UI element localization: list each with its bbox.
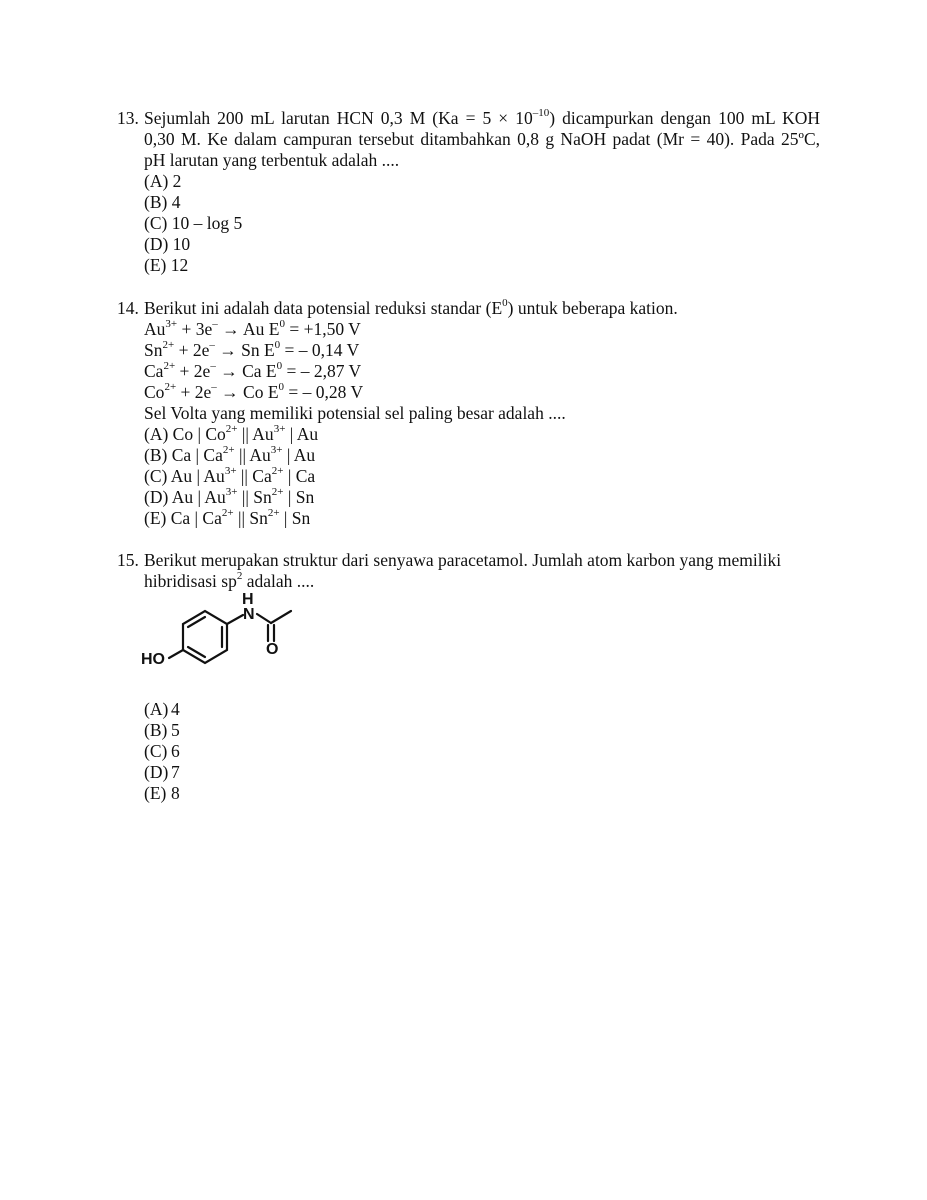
charge: –: [210, 360, 216, 373]
option-letter: (A): [144, 699, 169, 719]
exponent: 0: [502, 297, 508, 310]
charge: 2+: [163, 360, 176, 373]
answer-option: [144, 487, 820, 508]
ion: Au: [144, 319, 166, 339]
reaction-line: [144, 382, 820, 403]
question-number: 14.: [117, 298, 139, 318]
text-segment: | Sn: [283, 487, 315, 507]
text-segment: || Sn: [233, 508, 268, 528]
text-segment: (D) Au | Au: [144, 487, 226, 507]
answer-option: (B) 4: [144, 192, 181, 212]
answer-option: (A) 2: [144, 171, 182, 191]
text-segment: | Au: [282, 445, 316, 465]
spacer: [144, 686, 820, 699]
question-text-line: [144, 298, 820, 319]
question-text-line: [144, 108, 820, 129]
charge: 3+: [270, 444, 283, 457]
text-segment: (A) Co | Co: [144, 424, 226, 444]
ion: Co: [144, 382, 165, 402]
charge: 3+: [224, 465, 237, 478]
atom-h: H: [242, 591, 254, 608]
question-number: 13.: [117, 108, 139, 128]
charge: 2+: [271, 465, 284, 478]
reaction-line: [144, 361, 820, 382]
exponent: 0: [279, 318, 285, 331]
option-value: 7: [171, 762, 180, 782]
reaction-line: [144, 319, 820, 340]
text-segment: + 3e: [177, 319, 213, 339]
charge: 2+: [225, 423, 238, 436]
answer-option: (D) 10: [144, 234, 191, 254]
text-segment: (C) Au | Au: [144, 466, 225, 486]
answer-option: [144, 424, 820, 445]
option-letter: (E): [144, 783, 167, 803]
structure-bonds: [139, 596, 319, 686]
option-value: 5: [171, 720, 180, 740]
charge: 3+: [273, 423, 286, 436]
option-letter: (B): [144, 720, 168, 740]
question-text-line: pH larutan yang terbentuk adalah ....: [144, 150, 400, 170]
text-segment: | Sn: [279, 508, 311, 528]
text-segment: Berikut ini adalah data potensial reduksi standar (E: [144, 298, 503, 318]
text-segment: → Au E: [217, 319, 280, 339]
text-segment: ) dicampurkan dengan 100 mL KOH: [549, 108, 820, 128]
text-segment: || Au: [237, 424, 274, 444]
question-text-line: Sel Volta yang memiliki potensial sel paling besar adalah ....: [144, 403, 566, 423]
option-letter: (C): [144, 741, 168, 761]
question-text-line: 0,30 M. Ke dalam campuran tersebut ditambahkan 0,8 g NaOH padat (Mr = 40). Pada 25ºC,: [144, 129, 820, 149]
text-segment: → Ca E: [215, 361, 277, 381]
answer-option: [144, 783, 820, 804]
reaction-line: [144, 340, 820, 361]
charge: –: [211, 381, 217, 394]
atom-o: O: [266, 641, 279, 658]
question-text-line: Berikut merupakan struktur dari senyawa paracetamol. Jumlah atom karbon yang memiliki: [144, 550, 782, 570]
ion: Ca: [144, 361, 164, 381]
text-segment: (B) Ca | Ca: [144, 445, 223, 465]
text-segment: (E) Ca | Ca: [144, 508, 222, 528]
potential-value: = +1,50 V: [285, 319, 361, 339]
exponent: 2: [236, 570, 243, 583]
answer-option: [144, 466, 820, 487]
text-segment: → Co E: [216, 382, 279, 402]
answer-option: (E) 12: [144, 255, 189, 275]
option-letter: (D): [144, 762, 169, 782]
exponent: 0: [278, 381, 285, 394]
text-segment: + 2e: [175, 361, 211, 381]
text-segment: Sejumlah 200 mL larutan HCN 0,3 M (Ka = 5 × 10: [144, 108, 533, 128]
text-segment: → Sn E: [214, 340, 275, 360]
atom-ho: HO: [141, 651, 165, 668]
answer-option: [144, 741, 820, 762]
text-segment: + 2e: [176, 382, 212, 402]
question-body: [144, 298, 820, 529]
question-number: 15.: [117, 550, 139, 570]
atom-n: N: [243, 606, 255, 623]
question-body: [144, 108, 820, 276]
text-segment: || Ca: [236, 466, 272, 486]
text-segment: hibridisasi sp: [144, 571, 237, 591]
question-body: [141, 550, 820, 804]
potential-value: = – 0,28 V: [284, 382, 364, 402]
answer-option: [144, 445, 820, 466]
charge: 3+: [165, 318, 178, 331]
charge: –: [209, 339, 215, 352]
text-segment: | Au: [285, 424, 319, 444]
answer-option: [144, 762, 820, 783]
ion: Sn: [144, 340, 163, 360]
benzene-ring: [183, 611, 227, 663]
ho-bond: [169, 650, 183, 658]
potential-value: = – 2,87 V: [282, 361, 362, 381]
charge: 2+: [221, 507, 234, 520]
text-segment: || Au: [234, 445, 271, 465]
cn-bond: [227, 615, 243, 624]
cc-bond: [271, 611, 291, 623]
answer-option: [144, 508, 820, 529]
nc-bond: [257, 614, 271, 623]
charge: 2+: [271, 486, 284, 499]
text-segment: | Ca: [283, 466, 316, 486]
charge: 2+: [164, 381, 177, 394]
answer-option: [144, 720, 820, 741]
exponent: 0: [274, 339, 281, 352]
charge: –: [212, 318, 218, 331]
option-value: 6: [171, 741, 180, 761]
charge: 2+: [267, 507, 280, 520]
answer-option: (C) 10 – log 5: [144, 213, 243, 233]
text-segment: + 2e: [174, 340, 210, 360]
option-value: 8: [171, 783, 180, 803]
text-segment: ) untuk beberapa kation.: [507, 298, 678, 318]
exponent: 0: [276, 360, 283, 373]
charge: 2+: [162, 339, 175, 352]
text-segment: adalah ....: [242, 571, 315, 591]
exponent: –10: [532, 107, 550, 120]
paracetamol-structure: [139, 591, 319, 686]
charge: 3+: [225, 486, 238, 499]
text-segment: || Sn: [237, 487, 272, 507]
potential-value: = – 0,14 V: [280, 340, 360, 360]
option-value: 4: [171, 699, 180, 719]
charge: 2+: [222, 444, 235, 457]
question-text-line: [144, 571, 820, 592]
answer-option: [144, 699, 820, 720]
